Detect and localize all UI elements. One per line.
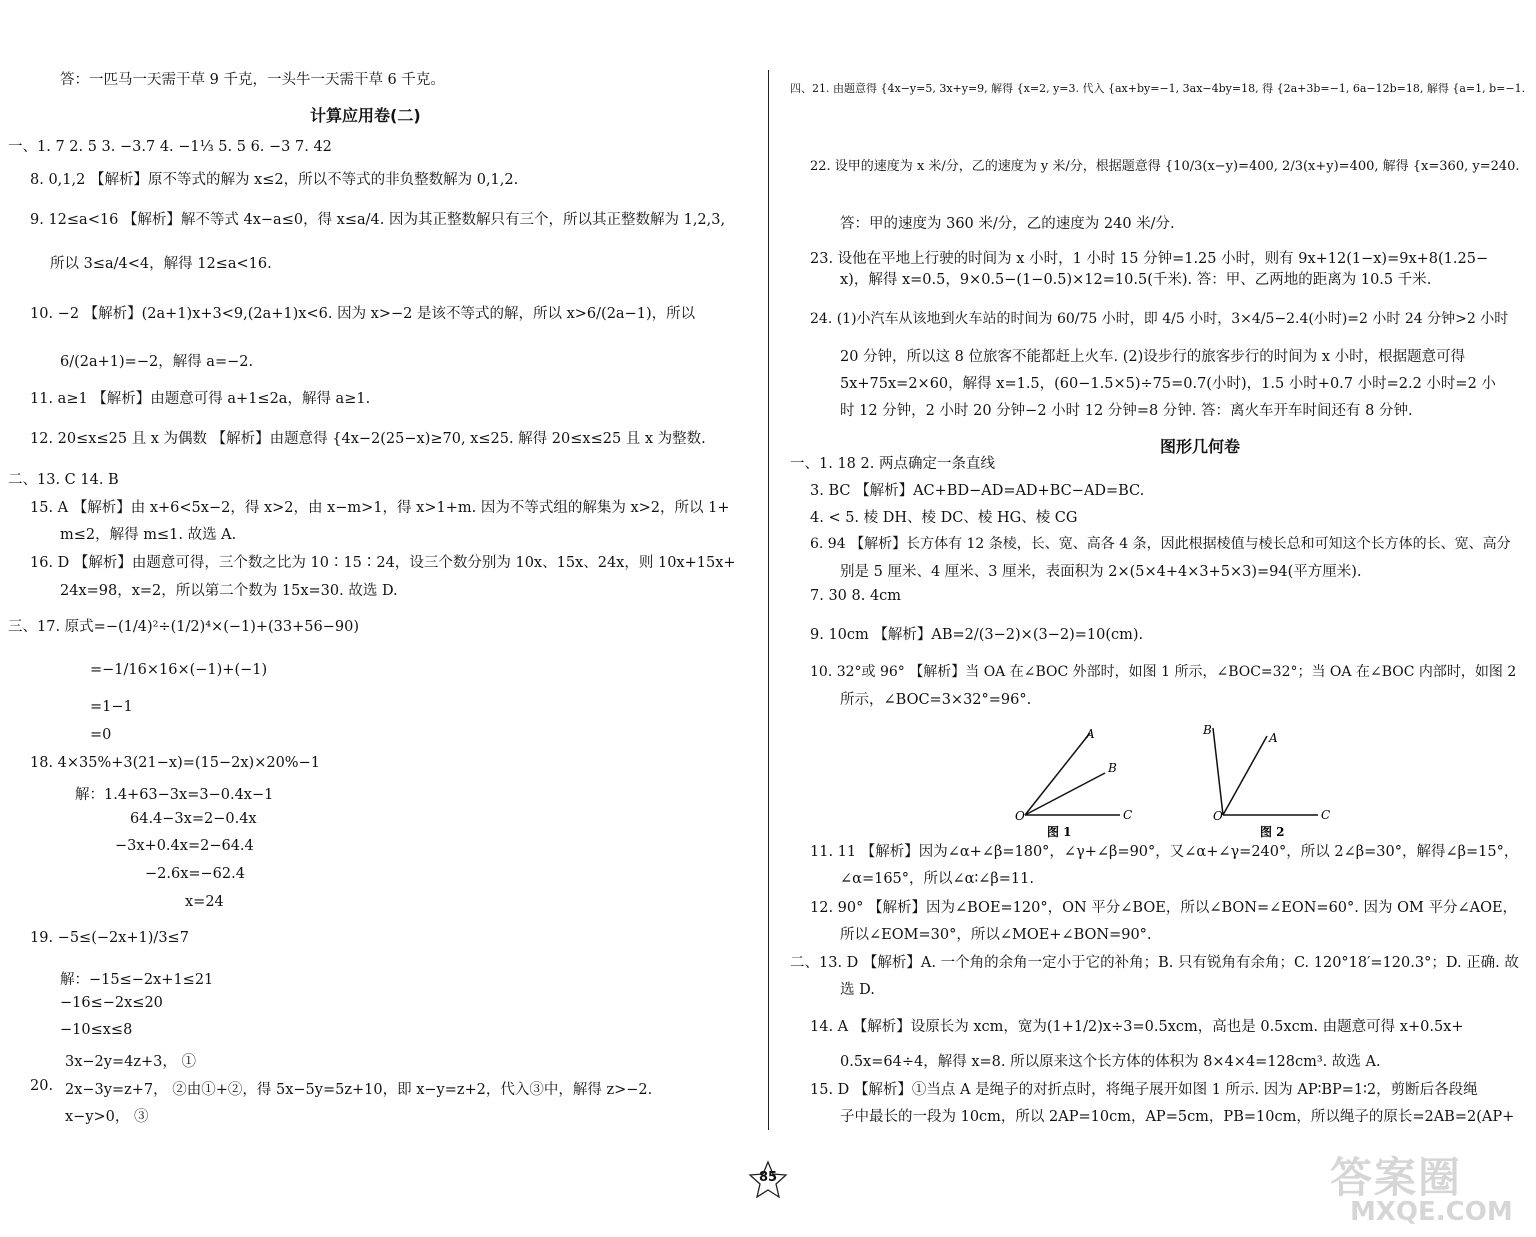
left-line: 解：−15≤−2x+1≤21 <box>60 972 214 988</box>
left-line: m≤2，解得 m≤1. 故选 A. <box>60 527 237 543</box>
left-line: 2x−3y=z+7， ②由①+②，得 5x−5y=5z+10，即 x−y=z+2，代入③中，解得 z>−2. <box>65 1082 653 1098</box>
left-line: −2.6x=−62.4 <box>145 866 245 882</box>
right-line: 所以∠EOM=30°，所以∠MOE+∠BON=90°. <box>840 927 1152 943</box>
column-divider <box>768 70 769 1130</box>
section-title-geometry: 图形几何卷 <box>1160 437 1241 456</box>
left-line: 24x=98，x=2，所以第二个数为 15x=30. 故选 D. <box>60 583 398 599</box>
left-line: 18. 4×35%+3(21−x)=(15−2x)×20%−1 <box>30 755 320 771</box>
left-line: 11. a≥1 【解析】由题意可得 a+1≤2a，解得 a≥1. <box>30 391 371 407</box>
left-line: −16≤−2x≤20 <box>60 995 163 1011</box>
fig1-label-c: C <box>1123 808 1133 822</box>
right-line: 20 分钟，所以这 8 位旅客不能都赶上火车. (2)设步行的旅客步行的时间为 x 小时，根据题意可得 <box>840 349 1466 365</box>
right-line: 12. 90° 【解析】因为∠BOE=120°，ON 平分∠BOE，所以∠BON=∠EON=60°. 因为 OM 平分∠AOE， <box>810 900 1518 916</box>
figure-1 <box>1015 727 1132 839</box>
fig2-label-a: A <box>1269 731 1278 745</box>
fig1-caption: 图 1 <box>1047 825 1072 839</box>
left-line: 3x−2y=4z+3， ① <box>65 1054 196 1070</box>
right-line: 15. D 【解析】①当点 A 是绳子的对折点时，将绳子展开如图 1 所示. 因为 AP∶BP=1∶2，剪断后各段绳 <box>810 1082 1478 1098</box>
right-line: 一、1. 18 2. 两点确定一条直线 <box>790 456 995 472</box>
right-line: 子中最长的一段为 10cm，所以 2AP=10cm，AP=5cm，PB=10cm，所以绳子的原长=2AB=2(AP+ <box>840 1109 1515 1125</box>
left-line: 20. <box>30 1078 54 1094</box>
figure-2 <box>1202 723 1330 839</box>
watermark-url: MXQE.COM <box>1350 1197 1513 1227</box>
right-line: 24. (1)小汽车从该地到火车站的时间为 60/75 小时，即 4/5 小时，3×4/5−2.4(小时)=2 小时 24 分钟>2 小时 <box>810 311 1509 327</box>
left-line: x=24 <box>185 894 224 910</box>
left-line: −10≤x≤8 <box>60 1022 133 1038</box>
right-line: 0.5x=64÷4，解得 x=8. 所以原来这个长方体的体积为 8×4×4=128cm³. 故选 A. <box>840 1054 1381 1070</box>
left-line: =−1/16×16×(−1)+(−1) <box>90 662 268 678</box>
right-line: 23. 设他在平地上行驶的时间为 x 小时，1 小时 15 分钟=1.25 小时，则有 9x+12(1−x)=9x+8(1.25− <box>810 251 1489 267</box>
right-line: ∠α=165°，所以∠α∶∠β=11. <box>840 871 1034 887</box>
left-line: 15. A 【解析】由 x+6<5x−2，得 x>2，由 x−m>1，得 x>1+m. 因为不等式组的解集为 x>2，所以 1+ <box>30 500 730 516</box>
right-line: 选 D. <box>840 982 875 998</box>
left-line: 16. D 【解析】由题意可得，三个数之比为 10∶15∶24，设三个数分别为 10x、15x、24x，则 10x+15x+ <box>30 555 736 571</box>
left-line: 10. −2 【解析】(2a+1)x+3<9,(2a+1)x<6. 因为 x>−2 是该不等式的解，所以 x>6/(2a−1)，所以 <box>30 306 696 322</box>
page-number <box>747 1160 789 1200</box>
right-line: 11. 11 【解析】因为∠α+∠β=180°，∠γ+∠β=90°，又∠α+∠γ=240°，所以 2∠β=30°，解得∠β=15°， <box>810 844 1519 860</box>
left-line: 8. 0,1,2 【解析】原不等式的解为 x≤2，所以不等式的非负整数解为 0,1,2. <box>30 172 519 188</box>
left-line: =0 <box>90 727 112 743</box>
right-line: 10. 32°或 96° 【解析】当 OA 在∠BOC 外部时，如图 1 所示，∠BOC=32°；当 OA 在∠BOC 内部时，如图 2 <box>810 664 1517 680</box>
left-line: 一、1. 7 2. 5 3. −3.7 4. −1⅓ 5. 5 6. −3 7. 42 <box>8 139 332 155</box>
fig2-label-b: B <box>1203 723 1212 737</box>
left-line: x−y>0， ③ <box>65 1109 149 1125</box>
right-line: 22. 设甲的速度为 x 米/分，乙的速度为 y 米/分，根据题意得 {10/3(x−y)=400, 2/3(x+y)=400, 解得 {x=360, y=240. <box>810 159 1520 174</box>
fig1-label-o: O <box>1015 809 1025 823</box>
left-line: 解：1.4+63−3x=3−0.4x−1 <box>75 787 274 803</box>
right-line: 5x+75x=2×60，解得 x=1.5，(60−1.5×5)÷75=0.7(小时)，1.5 小时+0.7 小时=2.2 小时=2 小 <box>840 376 1496 392</box>
fig2-caption: 图 2 <box>1260 825 1285 839</box>
right-line: 9. 10cm 【解析】AB=2/(3−2)×(3−2)=10(cm). <box>810 627 1144 643</box>
left-line: 9. 12≤a<16 【解析】解不等式 4x−a≤0，得 x≤a/4. 因为其正整数解只有三个，所以其正整数解为 1,2,3, <box>30 212 726 228</box>
left-line: 64.4−3x=2−0.4x <box>130 811 257 827</box>
right-line: 7. 30 8. 4cm <box>810 588 902 604</box>
left-line: 答：一匹马一天需干草 9 千克，一头牛一天需干草 6 千克。 <box>60 72 445 88</box>
fig1-label-a: A <box>1086 727 1095 741</box>
right-line: 3. BC 【解析】AC+BD−AD=AD+BC−AD=BC. <box>810 483 1145 499</box>
right-line: 4. < 5. 棱 DH、棱 DC、棱 HG、棱 CG <box>810 510 1078 526</box>
right-line: 答：甲的速度为 360 米/分，乙的速度为 240 米/分. <box>840 216 1175 232</box>
right-line: 别是 5 厘米、4 厘米、3 厘米，表面积为 2×(5×4+4×3+5×3)=94(平方厘米). <box>840 564 1362 580</box>
left-line: =1−1 <box>90 699 133 715</box>
fig1-label-b: B <box>1108 761 1117 775</box>
left-line: 所以 3≤a/4<4，解得 12≤a<16. <box>50 256 272 272</box>
right-line: 所示，∠BOC=3×32°=96°. <box>840 692 1032 708</box>
right-line: 时 12 分钟，2 小时 20 分钟−2 小时 12 分钟=8 分钟. 答：离火车开车时间还有 8 分钟. <box>840 403 1413 419</box>
page-number-text: 85 <box>758 1170 778 1185</box>
fig2-label-o: O <box>1213 809 1223 823</box>
right-line: 6. 94 【解析】长方体有 12 条棱，长、宽、高各 4 条，因此根据棱值与棱长总和可知这个长方体的长、宽、高分 <box>810 536 1511 552</box>
left-line: 12. 20≤x≤25 且 x 为偶数 【解析】由题意得 {4x−2(25−x)≥70, x≤25. 解得 20≤x≤25 且 x 为整数. <box>30 431 706 447</box>
right-line: 四、21. 由题意得 {4x−y=5, 3x+y=9, 解得 {x=2, y=3. 代入 {ax+by=−1, 3ax−4by=18, 得 {2a+3b=−1, 6a−12b=18, 解得 {a=1, b=−1. <box>790 82 1526 95</box>
left-line: 19. −5≤(−2x+1)/3≤7 <box>30 930 189 946</box>
left-line: −3x+0.4x=2−64.4 <box>115 838 254 854</box>
right-line: 14. A 【解析】设原长为 xcm，宽为(1+1/2)x÷3=0.5xcm，高也是 0.5xcm. 由题意可得 x+0.5x+ <box>810 1019 1464 1035</box>
watermark <box>1320 1145 1530 1235</box>
watermark-logo: 答案圈 <box>1330 1153 1463 1202</box>
left-line: 二、13. C 14. B <box>8 472 119 488</box>
fig2-label-c: C <box>1321 808 1331 822</box>
angle-figures <box>1005 718 1365 843</box>
left-line: 三、17. 原式=−(1/4)²÷(1/2)⁴×(−1)+(33+56−90) <box>8 619 359 635</box>
right-line: x)，解得 x=0.5，9×0.5−(1−0.5)×12=10.5(千米). 答：甲、乙两地的距离为 10.5 千米. <box>840 272 1432 288</box>
right-line: 二、13. D 【解析】A. 一个角的余角一定小于它的补角；B. 只有锐角有余角；C. 120°18′=120.3°；D. 正确. 故 <box>790 955 1519 971</box>
section-title-calc: 计算应用卷(二) <box>310 106 421 125</box>
left-line: 6/(2a+1)=−2，解得 a=−2. <box>60 354 254 370</box>
